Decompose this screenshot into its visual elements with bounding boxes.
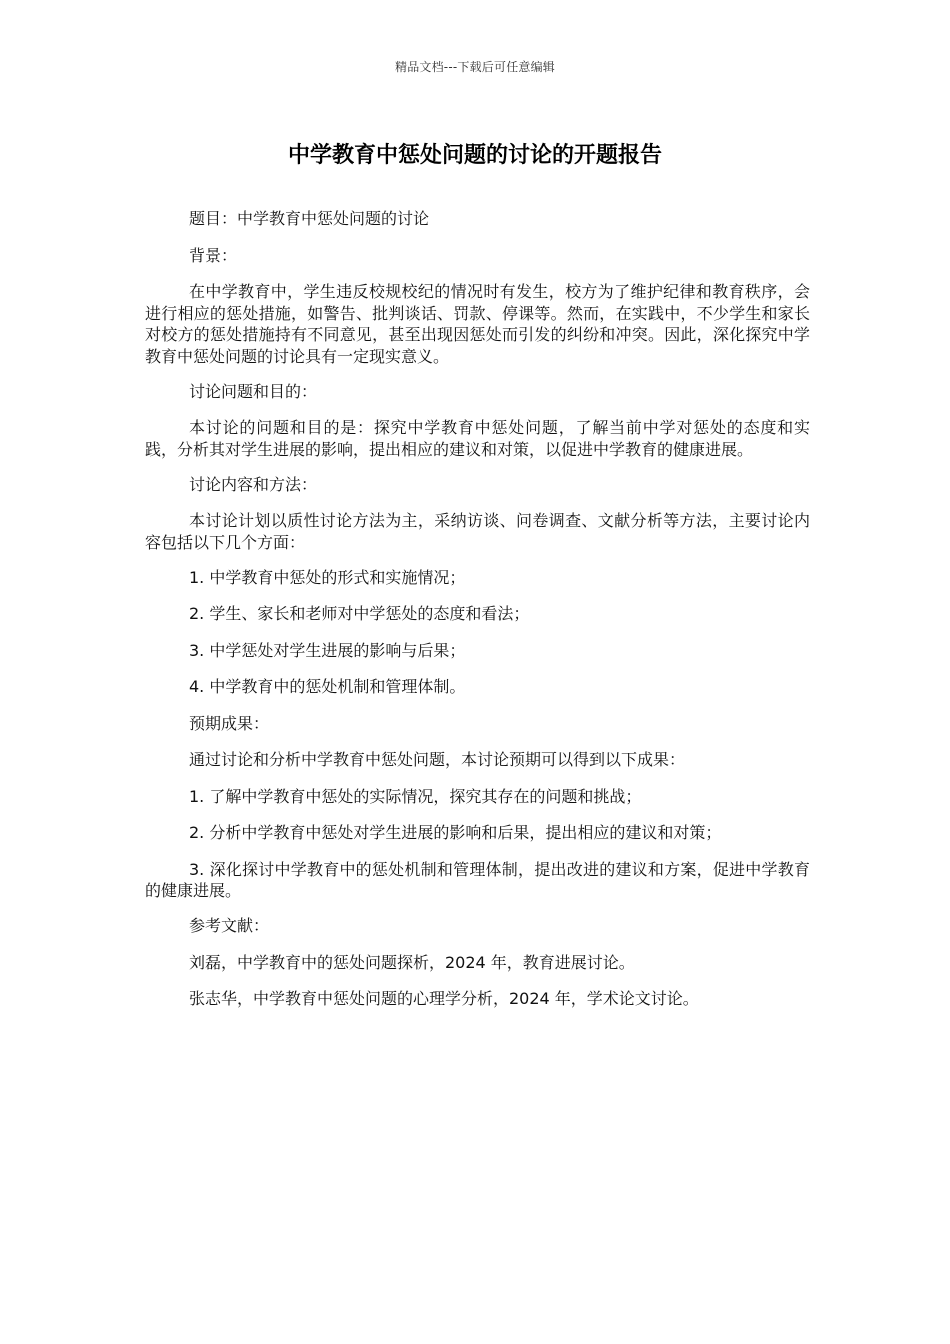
header-note: 精品文档---下载后可任意编辑 xyxy=(395,60,555,74)
research-question-paragraph: 本讨论的问题和目的是：探究中学教育中惩处问题，了解当前中学对惩处的态度和实践，分析其对学生进展的影响，提出相应的建议和对策，以促进中学教育的健康进展。 xyxy=(145,418,810,459)
topic-line: 题目：中学教育中惩处问题的讨论 xyxy=(189,209,430,228)
list-item: 1. 中学教育中惩处的形式和实施情况； xyxy=(189,567,466,587)
list-item: 3. 中学惩处对学生进展的影响与后果； xyxy=(189,640,466,660)
list-item: 1. 了解中学教育中惩处的实际情况，探究其存在的问题和挑战； xyxy=(189,786,642,806)
references-heading: 参考文献： xyxy=(189,916,270,935)
reference-item: 刘磊，中学教育中的惩处问题探析，2024 年，教育进展讨论。 xyxy=(189,952,635,972)
list-item: 4. 中学教育中的惩处机制和管理体制。 xyxy=(189,677,466,696)
research-question-heading: 讨论问题和目的： xyxy=(189,381,318,401)
content-method-heading: 讨论内容和方法： xyxy=(189,474,318,494)
list-item: 2. 学生、家长和老师对中学惩处的态度和看法； xyxy=(189,604,530,623)
background-heading: 背景： xyxy=(189,245,238,265)
reference-item: 张志华，中学教育中惩处问题的心理学分析，2024 年，学术论文讨论。 xyxy=(189,989,699,1008)
document-body xyxy=(145,208,810,1025)
background-paragraph: 在中学教育中，学生违反校规校纪的情况时有发生，校方为了维护纪律和教育秩序，会进行相应的惩处措施，如警告、批判谈话、罚款、停课等。然而，在实践中，不少学生和家长对校方的惩处措施持有不同意见，甚至出现因惩处而引发的纠纷和冲突。因此，深化探究中学教育中惩处问题的讨论具有一定现实意义。 xyxy=(145,282,810,366)
list-item: 3. 深化探讨中学教育中的惩处机制和管理体制，提出改进的建议和方案，促进中学教育的健康进展。 xyxy=(145,859,810,900)
expected-results-intro: 通过讨论和分析中学教育中惩处问题，本讨论预期可以得到以下成果： xyxy=(189,750,686,769)
expected-results-heading: 预期成果： xyxy=(189,713,270,733)
document-title: 中学教育中惩处问题的讨论的开题报告 xyxy=(287,143,662,168)
list-item: 2. 分析中学教育中惩处对学生进展的影响和后果，提出相应的建议和对策； xyxy=(189,823,722,842)
content-method-paragraph: 本讨论计划以质性讨论方法为主，采纳访谈、问卷调查、文献分析等方法，主要讨论内容包括以下几个方面： xyxy=(145,511,810,552)
